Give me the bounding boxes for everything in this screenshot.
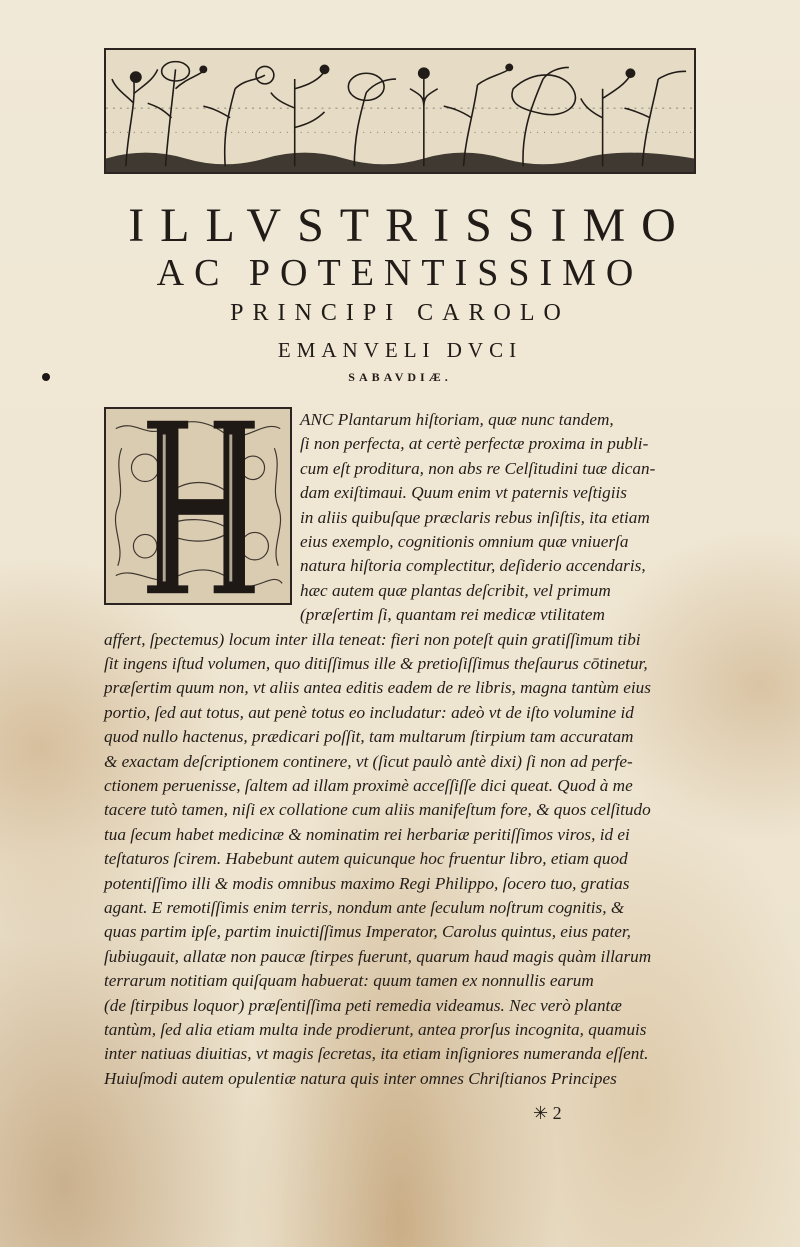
dedication-title-line-4: EMANVELI DVCI [277,338,523,362]
text-line: ctionem peruenisse, ſaltem ad illam proximè acceſſiſſe dici queat. Quod à me [104,776,633,795]
text-line: Huiuſmodi autem opulentiæ natura quis inter omnes Chriſtianos Principes [104,1068,617,1088]
text-line: ſi non perfecta, at certè perfectæ proxima in publi- [300,434,649,454]
text-line: ſubiugauit, allatæ non paucæ ſtirpes fuerunt, quarum haud magis quàm illarum [104,946,652,966]
text-line: ANC Plantarum hiſtoriam, quæ nunc tandem, [300,410,614,429]
dedication-title-line-3: PRINCIPI CAROLO [230,300,570,326]
text-line: ſit ingens iſtud volumen, quo ditiſſimus ille & pretioſiſſimus theſaurus cōtinetur, [104,654,648,673]
text-line: teſtaturos ſcirem. Habebunt autem quicunque hoc fruentur libro, etiam quod [104,849,628,869]
text-line: cum eſt proditura, non abs re Celſitudini tuæ dican- [300,458,656,478]
text-line: tacere tutò tamen, niſi ex collatione cum aliis manifeſtum fore, & quos celſitudo [104,800,651,820]
text-line: potentiſſimo illi & modis omnibus maximo Regi Philippo, ſocero tuo, gratias [104,873,630,893]
text-line: in aliis quibuſque præclaris rebus inſiſtis, ita etiam [300,507,650,527]
text-line: quas partim ipſe, partim inuictiſſimus Imperator, Carolus quintus, eius pater, [104,922,631,942]
text-line: terrarum notitiam quiſquam habuerat: quum tamen ex nonnullis earum [104,971,594,991]
text-line: & exactam deſcriptionem continere, vt (ſicut paulò antè dixi) ſi non ad perfe- [104,751,633,771]
dedication-title-line-1: ILLVSTRISSIMO [128,199,692,252]
text-line: (de ſtirpibus loquor) præſentiſſima peti remedia videamus. Nec verò plantæ [104,995,622,1015]
text-line: (præſertim ſi, quantam rei medicæ vtilitatem [300,605,605,625]
text-line: portio, ſed aut totus, aut penè totus eo includatur: adeò vt de iſto volumine id [104,702,634,722]
text-line: eius exemplo, cognitionis omnium quæ vniuerſa [300,532,629,551]
text-line: hæc autem quæ plantas deſcribit, vel primum [300,580,611,600]
signature-mark: ✳ 2 [533,1103,562,1124]
text-line: dam exiſtimaui. Quum enim vt paternis veſtigiis [300,483,627,503]
dedication-title-line-5: SABAVDIÆ. [348,370,452,384]
dedication-title-line-2: AC POTENTISSIMO [156,252,644,294]
text-line: præſertim quum non, vt aliis antea editis eadem de re libris, magna tantùm eius [104,678,651,698]
text-line: quod nullo hactenus, prædicari poſſit, tam multarum ſtirpium tam accuratam [104,727,634,747]
text-line: affert, ſpectemus) locum inter illa teneat: fieri non poteſt quin gratiſſimum tibi [104,629,641,649]
text-line: tua ſecum habet medicinæ & nominatim rei herbariæ peritiſſimos viros, id ei [104,824,630,844]
text-line: agant. E remotiſſimis enim terris, nondum ante ſeculum noſtrum cognitis, & [104,898,625,917]
text-line: inter natiuas diuitias, vt magis ſecretas, ita etiam inſigniores numeranda eſſent. [104,1044,649,1064]
text-line: natura hiſtoria complectitur, deſiderio accendaris, [300,556,646,576]
text-line: tantùm, ſed alia etiam multa inde prodierunt, antea prorſus incognita, quamuis [104,1020,647,1039]
